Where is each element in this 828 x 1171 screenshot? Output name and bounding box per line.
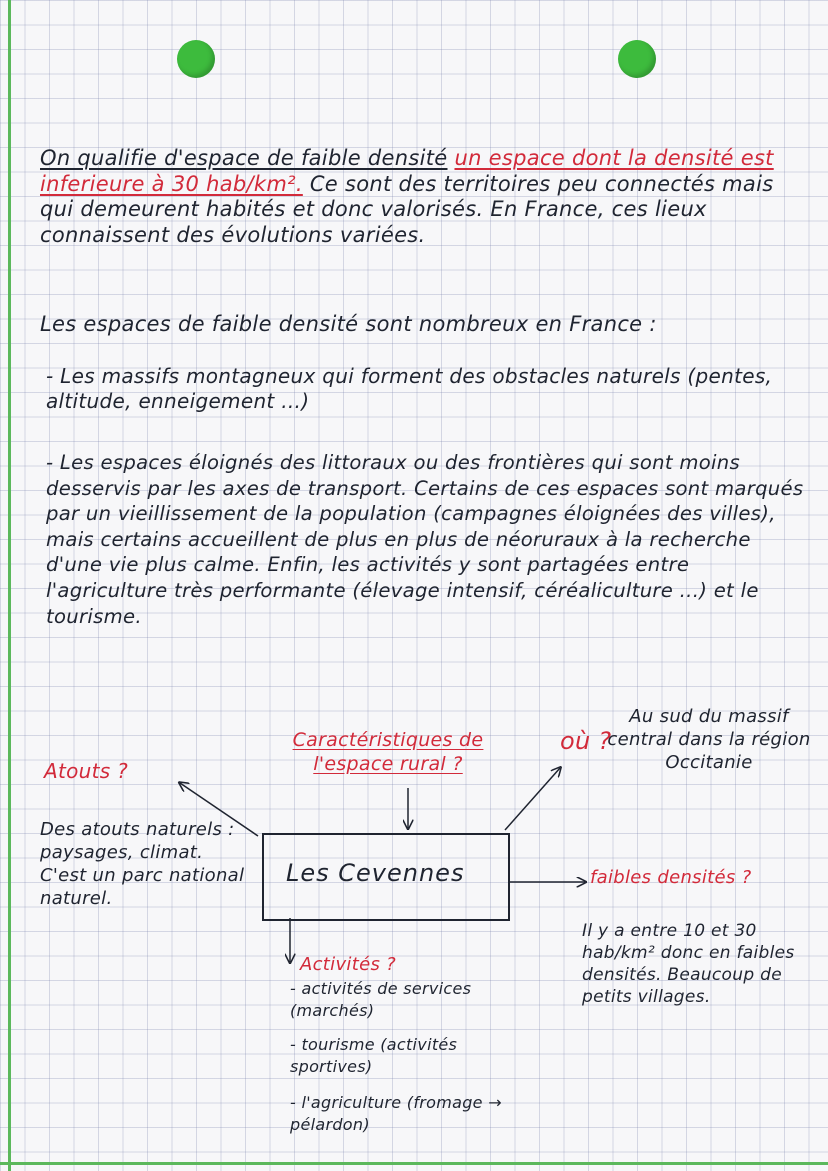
- bullet-espaces-eloignes: - Les espaces éloignés des littoraux ou des frontières qui sont moins desservis par les axes de transport. Certains de ces espaces sont marqués par un vieillissement de la population (campagnes éloignées des villes), mais certains accueillent de plus en plus de néoruraux à la recherche d'une vie plus calme. Enfin, les activités y sont partagées entre l'agriculture très performante (élevage intensif, céréaliculture ...) et le tourisme.: [46, 451, 804, 628]
- bullet-massifs: - Les massifs montagneux qui forment des obstacles naturels (pentes, altitude, enneigement ...): [46, 364, 773, 413]
- activites-title: Activités ?: [300, 954, 397, 975]
- diagram-top-question: Caractéristiques de l'espace rural ?: [292, 729, 484, 775]
- atouts-text: Des atouts naturels : paysages, climat. C'est un parc national naturel.: [40, 819, 245, 909]
- densites-text: Il y a entre 10 et 30 hab/km² donc en faibles densités. Beaucoup de petits villages.: [582, 921, 795, 1007]
- intro-definition-rest: Ce sont des territoires peu connectés mais qui demeurent habités et donc valorisés. En France, ces lieux connaissent des évolutions variées.: [40, 171, 774, 247]
- intro-definition-highlight: un espace dont la densité est inferieure à 30 hab/km².: [40, 146, 774, 196]
- ou-text: Au sud du massif central dans la région Occitanie: [607, 706, 811, 773]
- densites-title: faibles densités ?: [590, 867, 752, 888]
- list-intro: Les espaces de faible densité sont nombreux en France :: [40, 312, 657, 336]
- atouts-title: Atouts ?: [44, 759, 129, 783]
- activites-item-3: - l'agriculture (fromage → pélardon): [290, 1093, 502, 1134]
- activites-item-2: - tourisme (activités sportives): [290, 1035, 458, 1076]
- intro-definition-term: On qualifie d'espace de faible densité: [40, 146, 448, 170]
- arrow-to-ou: [505, 768, 560, 830]
- activites-item-1: - activités de services (marchés): [290, 979, 472, 1020]
- arrow-to-atouts: [180, 783, 258, 836]
- center-box-label: Les Cevennes: [286, 859, 465, 887]
- ou-label: où ?: [560, 727, 612, 755]
